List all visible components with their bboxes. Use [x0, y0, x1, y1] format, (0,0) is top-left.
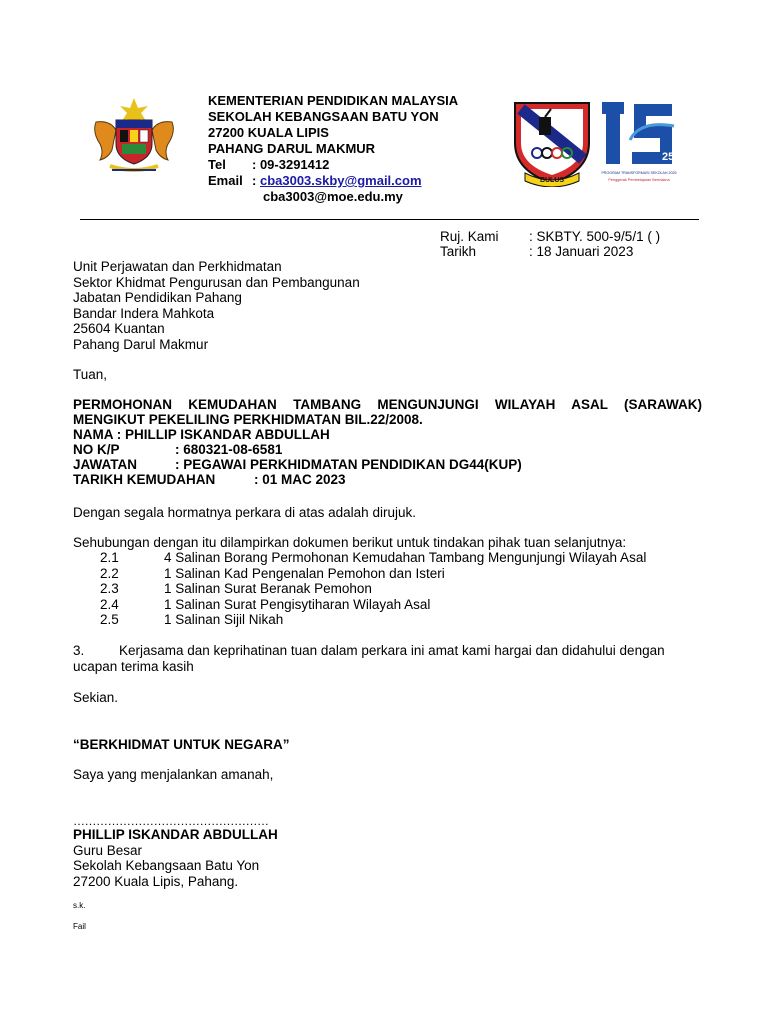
list-item-number: 2.2	[100, 565, 119, 581]
cc-label: s.k.	[73, 901, 86, 910]
list-item-text: 4 Salinan Borang Permohonan Kemudahan Tambang Mengunjungi Wilayah Asal	[164, 550, 647, 565]
motto: “BERKHIDMAT UNTUK NEGARA”	[73, 737, 290, 752]
ts25-caption-1: PROGRAM TRANSFORMASI SEKOLAH 2025	[601, 171, 677, 175]
reference-row	[440, 229, 660, 244]
ts25-logo	[600, 100, 678, 186]
paragraph-3-line-2: ucapan terima kasih	[73, 658, 194, 674]
signatory-title: Guru Besar	[73, 842, 143, 858]
recipient-line: Bandar Indera Mahkota	[73, 305, 215, 321]
school-motto: BULUS	[539, 177, 565, 184]
list-item-text: 1 Salinan Surat Pengisytiharan Wilayah Asal	[164, 596, 431, 612]
subject-tarikh-row	[73, 472, 702, 487]
subject-nokp-row	[73, 442, 702, 457]
file-label: Fail	[73, 922, 86, 931]
tel-value: : 09-3291412	[252, 157, 330, 172]
tel-label: Tel	[208, 157, 226, 172]
closing: Sekian.	[73, 690, 119, 705]
trust-line: Saya yang menjalankan amanah,	[73, 767, 274, 782]
paragraph-3-text: Kerjasama dan keprihatinan tuan dalam perkara ini amat kami hargai dan didahului dengan	[119, 643, 665, 658]
recipient-line: Jabatan Pendidikan Pahang	[73, 290, 242, 305]
email-label: Email	[208, 173, 243, 188]
recipient-line: Sektor Khidmat Pengurusan dan Pembangunan	[73, 274, 360, 290]
signatory-address: 27200 Kuala Lipis, Pahang.	[73, 873, 239, 889]
header-divider	[80, 219, 699, 220]
list-item-number: 2.4	[100, 596, 119, 612]
school-state: PAHANG DARUL MAKMUR	[208, 141, 376, 156]
reference-value: : SKBTY. 500-9/5/1 ( )	[529, 229, 661, 244]
date-label: Tarikh	[440, 244, 477, 259]
coat-of-arms-logo	[86, 96, 182, 176]
signatory-school: Sekolah Kebangsaan Batu Yon	[73, 858, 260, 873]
subject-line-1: PERMOHONAN KEMUDAHAN TAMBANG MENGUNJUNGI WILAYAH ASAL (SARAWAK)	[73, 397, 702, 412]
reference-block	[440, 229, 660, 259]
list-item-text: 1 Salinan Kad Pengenalan Pemohon dan Isteri	[164, 565, 445, 581]
signature-line: ……………………………………………	[73, 814, 269, 828]
nokp-label: NO K/P	[73, 442, 120, 457]
subject-name: NAMA : PHILLIP ISKANDAR ABDULLAH	[73, 427, 330, 442]
list-item-text: 1 Salinan Surat Beranak Pemohon	[164, 581, 372, 596]
date-value: : 18 Januari 2023	[529, 244, 634, 259]
email-secondary: cba3003@moe.edu.my	[263, 189, 403, 204]
paragraph-1: Dengan segala hormatnya perkara di atas adalah dirujuk.	[73, 505, 416, 520]
ministry-name: KEMENTERIAN PENDIDIKAN MALAYSIA	[208, 93, 459, 108]
list-item-number: 2.5	[100, 612, 119, 627]
subject-jawatan-row	[73, 457, 702, 472]
date-row	[440, 244, 660, 259]
subject-line-2: MENGIKUT PEKELILING PERKHIDMATAN BIL.22/2008.	[73, 412, 423, 427]
list-item	[100, 597, 646, 613]
list-item-text: 1 Salinan Sijil Nikah	[164, 612, 284, 627]
salutation: Tuan,	[73, 367, 108, 382]
school-postcode-town: 27200 KUALA LIPIS	[208, 125, 329, 140]
tarikh-kemudahan-label: TARIKH KEMUDAHAN	[73, 472, 216, 487]
paragraph-2: Sehubungan dengan itu dilampirkan dokumen berikut untuk tindakan pihak tuan selanjutnya:	[73, 535, 627, 550]
recipient-line: Unit Perjawatan dan Perkhidmatan	[73, 259, 282, 274]
list-item	[100, 550, 646, 566]
letterhead	[208, 93, 458, 205]
recipient-address	[73, 259, 360, 352]
email-separator: :	[252, 173, 257, 188]
signatory-name: PHILLIP ISKANDAR ABDULLAH	[73, 827, 278, 842]
tel-row	[208, 157, 458, 173]
recipient-line: Pahang Darul Makmur	[73, 336, 209, 352]
list-item-number: 2.1	[100, 550, 119, 565]
list-item	[100, 581, 646, 597]
email-primary-link[interactable]: cba3003.skby@gmail.com	[259, 173, 422, 188]
list-item-number: 2.3	[100, 581, 119, 596]
paragraph-3	[73, 643, 702, 674]
tarikh-kemudahan-value: : 01 MAC 2023	[254, 472, 346, 487]
paragraph-3-number: 3.	[73, 643, 85, 658]
school-name: SEKOLAH KEBANGSAAN BATU YON	[208, 109, 439, 124]
subject-block	[73, 397, 702, 487]
paragraph-3-line-1	[73, 643, 702, 659]
nokp-value: : 680321-08-6581	[175, 442, 283, 457]
list-item	[100, 566, 646, 582]
enclosure-list	[100, 550, 646, 628]
ts25-number: 25	[662, 151, 675, 163]
ts25-caption-2: Penggerak Pembelajaran Bermakna	[608, 178, 670, 182]
email-row	[208, 173, 458, 189]
list-item	[100, 612, 646, 628]
jawatan-value: : PEGAWAI PERKHIDMATAN PENDIDIKAN DG44(KUP)	[175, 457, 522, 472]
recipient-line: 25604 Kuantan	[73, 321, 165, 336]
school-badge-logo	[511, 99, 593, 187]
jawatan-label: JAWATAN	[73, 457, 137, 472]
signature-block	[73, 827, 278, 889]
reference-label: Ruj. Kami	[440, 229, 499, 244]
